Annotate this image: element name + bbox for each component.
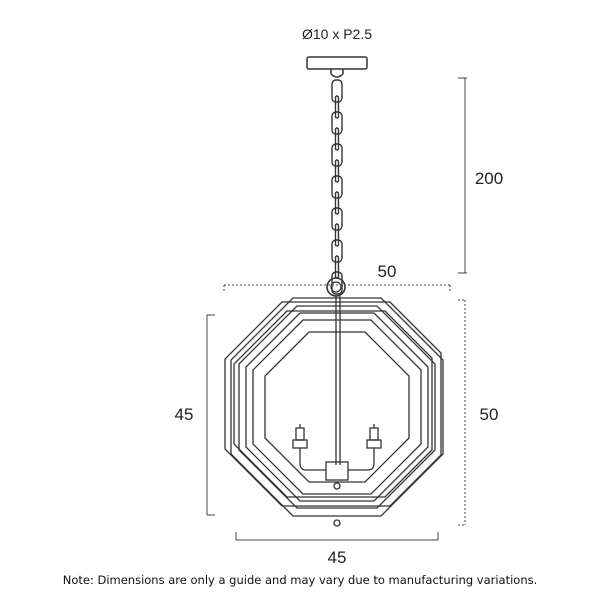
- chain-link: [336, 192, 339, 214]
- drop-dimension-label: 200: [474, 169, 504, 188]
- octagon-frame: [225, 298, 443, 516]
- canopy-loop: [331, 74, 343, 77]
- chain-link: [336, 128, 339, 150]
- canopy-dimension-label: Ø10 x P2.5: [301, 26, 373, 42]
- chain-link: [336, 256, 339, 278]
- frame-width-label: 45: [327, 548, 347, 567]
- center-hub: [326, 462, 348, 480]
- overall-width-label: 50: [377, 262, 397, 281]
- chain-link: [336, 96, 339, 118]
- chain: [332, 80, 342, 294]
- canopy: [307, 57, 367, 77]
- middle-frame-ring: [246, 313, 428, 501]
- canopy-plate: [307, 57, 367, 69]
- inner-frame-ring: [265, 332, 409, 482]
- chain-link: [332, 240, 342, 262]
- left-candle: [296, 428, 304, 440]
- disclaimer-note: Note: Dimensions are only a guide and may vary due to manufacturing variations.: [62, 573, 538, 587]
- frame-height-label: 45: [174, 405, 194, 424]
- chain-link: [332, 176, 342, 198]
- left-arm: [300, 448, 326, 470]
- bottom-finial: [334, 483, 340, 489]
- middle-frame-ring-inner: [253, 320, 421, 494]
- bottom-knob: [334, 520, 340, 526]
- right-candle-cup: [367, 440, 381, 448]
- right-arm: [348, 448, 374, 470]
- chain-link: [332, 144, 342, 166]
- chain-link: [336, 160, 339, 182]
- overall-height-label: 50: [479, 405, 499, 424]
- right-candle: [370, 428, 378, 440]
- chain-link: [336, 224, 339, 246]
- chain-link: [332, 208, 342, 230]
- chain-link: [332, 112, 342, 134]
- candle-cluster: [293, 296, 381, 526]
- chain-link: [332, 80, 342, 102]
- left-candle-cup: [293, 440, 307, 448]
